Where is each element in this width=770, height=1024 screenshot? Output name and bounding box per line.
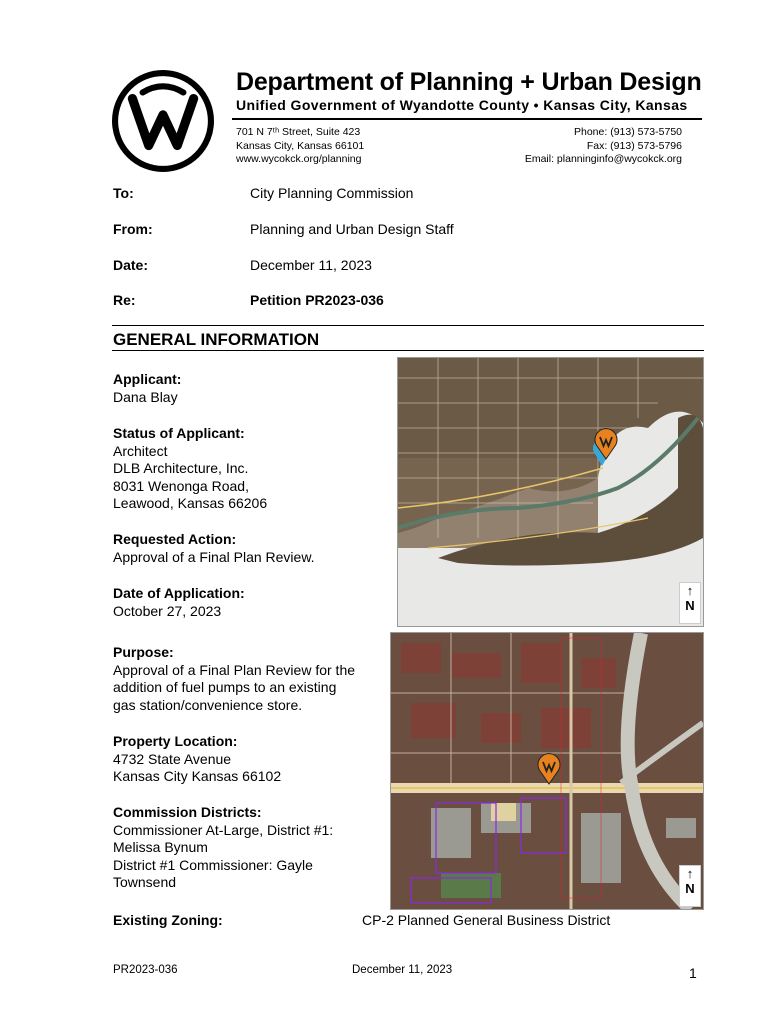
field-value: Kansas City Kansas 66102 (113, 768, 282, 784)
existing-zoning-value: CP-2 Planned General Business District (362, 912, 611, 928)
to-label: To: (113, 185, 134, 201)
status-field (113, 425, 383, 513)
field-value: Dana Blay (113, 388, 178, 405)
north-arrow-icon (679, 865, 701, 907)
footer-date: December 11, 2023 (352, 964, 453, 976)
action-field (113, 531, 383, 566)
department-subtitle: Unified Government of Wyandotte County • Kansas City, Kansas (236, 97, 688, 113)
wyandotte-seal-icon (112, 70, 214, 172)
from-label: From: (113, 221, 153, 237)
north-arrow-glyph: ↑ (686, 583, 694, 598)
field-value: Commissioner At-Large, District #1: (113, 821, 334, 838)
field-label: Date of Application: (113, 585, 245, 601)
property-location-field (113, 733, 383, 786)
fax-number: Fax: (913) 573-5796 (586, 139, 682, 152)
field-value: Approval of a Final Plan Review. (113, 548, 315, 565)
field-value: 4732 State Avenue (113, 750, 232, 767)
field-value: District #1 Commissioner: Gayle (113, 856, 313, 873)
date-of-application-field (113, 585, 383, 620)
field-value: October 27, 2023 (113, 602, 222, 619)
field-label: Applicant: (113, 371, 182, 387)
field-label: Purpose: (113, 644, 174, 660)
north-arrow-icon (679, 582, 701, 624)
area-map-graphic (398, 358, 703, 626)
field-label: Status of Applicant: (113, 425, 245, 441)
field-value: gas station/convenience store. (113, 696, 303, 713)
contact-block (525, 126, 682, 167)
field-value: Melissa Bynum (113, 839, 208, 855)
north-arrow-glyph: ↑ (686, 866, 694, 881)
address-block (236, 126, 364, 167)
existing-zoning-label: Existing Zoning: (113, 912, 223, 928)
north-arrow-letter: N (685, 598, 695, 613)
header-divider (232, 118, 702, 120)
section-divider-top (112, 325, 704, 326)
commission-districts-field (113, 804, 383, 892)
field-value: Approval of a Final Plan Review for the (113, 661, 356, 678)
field-value: DLB Architecture, Inc. (113, 460, 249, 476)
email-link[interactable]: Email: planninginfo@wycokck.org (524, 153, 682, 165)
date-value: December 11, 2023 (250, 257, 372, 273)
field-value: Architect (113, 442, 168, 459)
re-value: Petition PR2023-036 (250, 292, 384, 308)
date-label: Date: (113, 257, 149, 273)
field-label: Property Location: (113, 733, 238, 749)
section-title: GENERAL INFORMATION (113, 330, 320, 349)
website-link[interactable]: www.wycokck.org/planning (236, 153, 362, 165)
to-value: City Planning Commission (250, 185, 414, 201)
page-number: 1 (689, 965, 697, 981)
phone-number: Phone: (913) 573-5750 (574, 126, 682, 138)
field-label: Commission Districts: (113, 804, 262, 820)
location-pin-icon (594, 428, 618, 460)
field-label: Requested Action: (113, 531, 237, 547)
address-line: Kansas City, Kansas 66101 (236, 139, 365, 152)
field-value: Townsend (113, 874, 177, 890)
field-value: Leawood, Kansas 66206 (113, 495, 268, 511)
department-title: Department of Planning + Urban Design (236, 68, 702, 96)
re-label: Re: (113, 292, 136, 308)
field-value: addition of fuel pumps to an existing (113, 679, 337, 695)
section-divider-bottom (112, 350, 704, 351)
applicant-field (113, 371, 383, 406)
location-pin-icon (537, 753, 561, 785)
footer-petition: PR2023-036 (113, 964, 178, 976)
north-arrow-letter: N (685, 881, 695, 896)
from-value: Planning and Urban Design Staff (250, 221, 454, 237)
address-line: 701 N 7ᵗʰ Street, Suite 423 (236, 126, 361, 138)
area-overview-map (397, 357, 704, 627)
field-value: 8031 Wenonga Road, (113, 477, 249, 494)
purpose-field (113, 644, 383, 714)
site-aerial-map (390, 632, 704, 910)
